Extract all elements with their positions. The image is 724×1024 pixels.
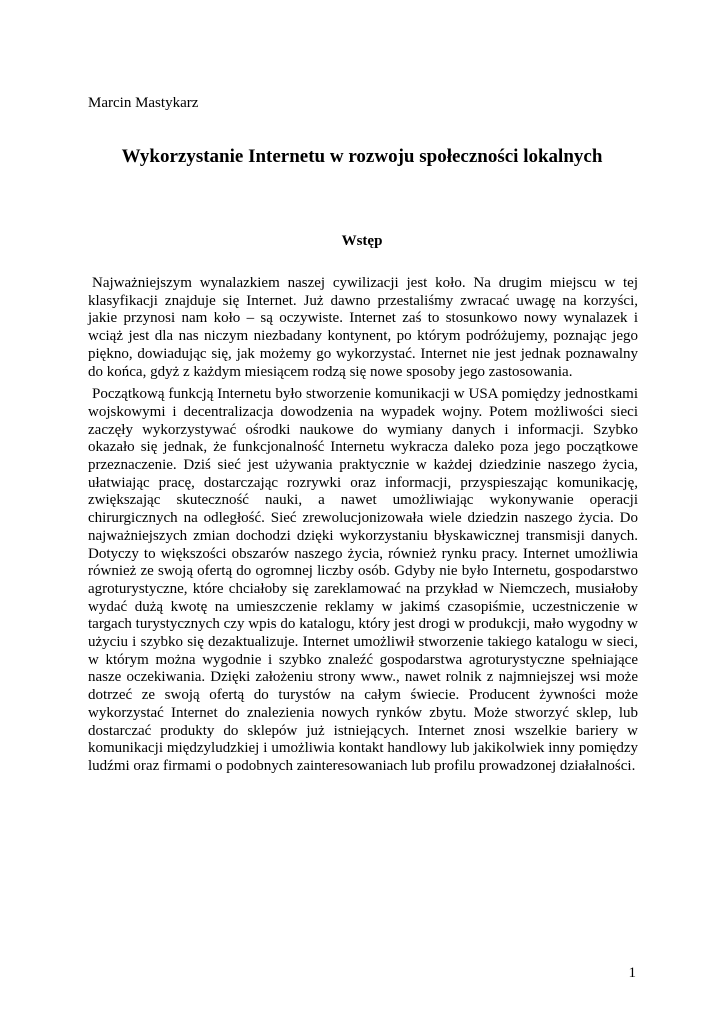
document-title: Wykorzystanie Internetu w rozwoju społeczności lokalnych — [121, 146, 603, 167]
paragraph: Najważniejszym wynalazkiem naszej cywilizacji jest koło. Na drugim miejscu w tej klasyfikacji znajduje się Internet. Już dawno przestaliśmy zwracać uwagę na korzyści, jakie przynosi nam koło – są oczywiste. Internet zaś to stosunkowo nowy wynalazek i wciąż jest dla nas niczym niezbadany kontynent, po którym podróżujemy, poznając jego piękno, dowiadując się, jak możemy go wykorzystać. Internet nie jest jednak poznawalny do końca, gdyż z każdym miesiącem rodzą się nowe sposoby jego zastosowania. — [88, 275, 638, 380]
paragraph: Początkową funkcją Internetu było stworzenie komunikacji w USA pomiędzy jednostkami wojskowymi i decentralizacja dowodzenia na wypadek wojny. Potem możliwości sieci zaczęły wykorzystywać ośrodki naukowe do wymiany danych i informacji. Szybko okazało się jednak, że funkcjonalność Internetu wykracza daleko poza jego początkowe przeznaczenie. Dziś sieć jest używania praktycznie w każdej dziedzinie naszego życia, ułatwiając pracę, dostarczając rozrywki oraz informacji, przyspieszając komunikację, zwiększając skuteczność nauki, a nawet umożliwiając wykonywanie operacji chirurgicznych na odległość. Sieć zrewolucjonizowała wiele dziedzin naszego życia. Do najważniejszych zmian dochodzi dzięki wykorzystaniu błyskawicznej transmisji danych. Dotyczy to większości obszarów naszego życia, również rynku pracy. Internet umożliwia również ze swoją ofertą do ogromnej liczby osób. Gdyby nie było Internetu, gospodarstwo agroturystyczne, które chciałoby się zareklamować na przykład w Niemczech, musiałoby wydać dużą kwotę na umieszczenie reklamy w jakimś czasopiśmie, uczestniczenie w targach turystycznych czy wpis do katalogu, który jest drogi w produkcji, mało wygodny w użyciu i szybko się dezaktualizuje. Internet umożliwił stworzenie takiego katalogu w sieci, w którym można wygodnie i szybko znaleźć gospodarstwa agroturystyczne spełniające nasze oczekiwania. Dzięki założeniu strony www., nawet rolnik z najmniejszej wsi może dotrzeć ze swoją ofertą do turystów na całym świecie. Producent żywności może wykorzystać Internet do znalezienia nowych rynków zbytu. Może stworzyć sklep, lub dostarczać produkty do sklepów już istniejących. Internet znosi wszelkie bariery w komunikacji międzyludzkiej i umożliwia kontakt handlowy lub jakikolwiek inny pomiędzy ludźmi oraz firmami o podobnych zainteresowaniach lub profilu prowadzonej działalności. — [88, 386, 638, 774]
author-name: Marcin Mastykarz — [88, 95, 199, 111]
body-text — [88, 275, 638, 781]
section-heading: Wstęp — [341, 233, 383, 249]
page-number: 1 — [628, 965, 636, 981]
